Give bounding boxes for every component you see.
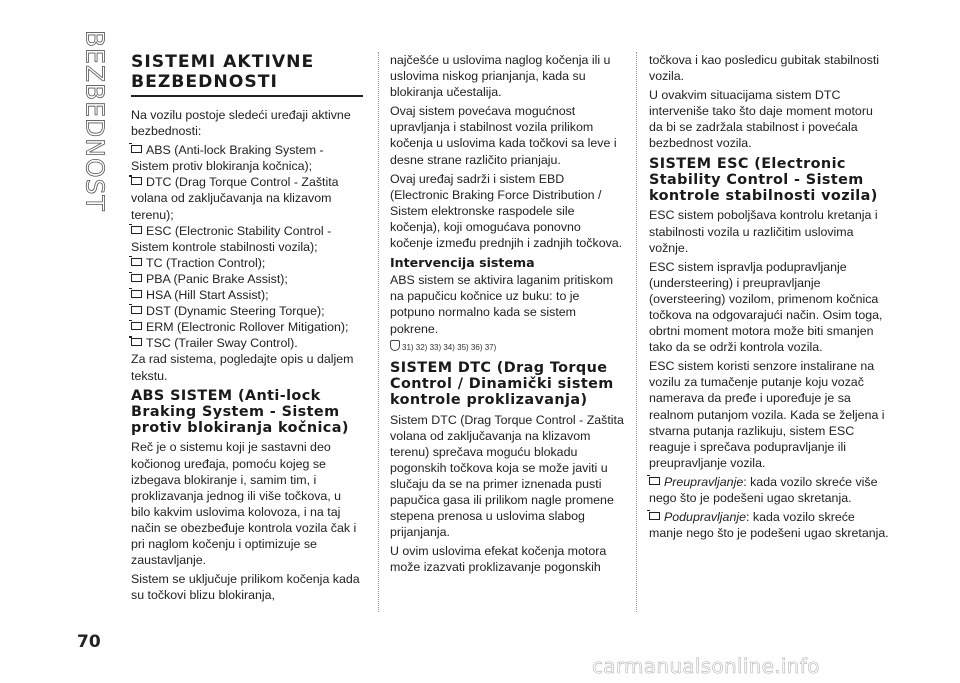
outro-text: Za rad sistema, pogledajte opis u daljem tekstu.: [131, 352, 354, 383]
list-item: ESC (Electronic Stability Control - Sistem kontrole stabilnosti vozila);: [131, 223, 332, 254]
bullet-icon: [131, 177, 142, 185]
dtc-paragraph: Sistem DTC (Drag Torque Control - Zaštita volana od zaključavanja na klizavom terenu) sprečava moguću blokadu pogonskih točkova koja se može javiti u slučaju da se na primer iznenada pusti papučica gasa ili prilikom nagle promene stepena prenosa u uslovima slabog prijanjanja.: [390, 412, 624, 540]
dtc-paragraph: točkova i kao posledicu gubitak stabilnosti vozila.: [649, 53, 880, 84]
definition-item: Podupravljanje: kada vozilo skreće manje nego što je podešeni ugao skretanja.: [649, 510, 889, 541]
ebd-paragraph: Ovaj uređaj sadrži i sistem EBD (Electronic Braking Force Distribution / Sistem elektronske raspodele sile kočenja), koji omogućava ponovno kočenje između prednjih i zadnjih točkova.: [390, 171, 623, 251]
bullet-icon: [131, 290, 142, 298]
bullet-icon: [131, 226, 142, 234]
abs-paragraph: najčešće u uslovima naglog kočenja ili u uslovima niskog prianjanja, kada su blokiranja učestalija.: [390, 53, 611, 100]
definition-item: Preupravljanje: kada vozilo skreće više nego što je podešeni ugao skretanja.: [649, 474, 878, 506]
esc-paragraph: ESC sistem ispravlja podupravljanje (understeering) i preupravljanje (oversteering) vozilom, primenom kočnica točkova na odgovarajući način. Osim toga, obrtni moment motora može biti smanjen tako da se održi kontrola vozila.: [649, 259, 883, 355]
list-item: ABS (Anti-lock Braking System - Sistem protiv blokiranja kočnica);: [131, 143, 324, 174]
heading-abs: ABS SISTEM (Anti-lock Braking System - Sistem protiv blokiranja kočnica): [131, 387, 349, 437]
abs-paragraph: Reč je o sistemu koji je sastavni deo kočionog uređaja, pomoću kojeg se izbegava blokiranje i, samim tim, i proklizavanja jednog ili više točkova, u bilo kakvim uslovima kolovoza, i na taj način se obezbeđuje kontrola vozila čak i pri naglom kočenju i optimizuje se zaustavljanje.: [131, 440, 357, 568]
abs-paragraph: Sistem se uključuje prilikom kočenja kada su točkovi blizu blokiranja,: [131, 572, 360, 603]
bullet-icon: [649, 477, 660, 485]
bullet-icon: [131, 258, 142, 266]
warning-icon: [390, 340, 400, 351]
section-side-label: BEZBEDNOST: [80, 30, 110, 212]
warning-references: 31) 32) 33) 34) 35) 36) 37): [390, 340, 625, 356]
list-item: ERM (Electronic Rollover Mitigation);: [131, 319, 363, 335]
bullet-icon: [131, 274, 142, 282]
column-1: [131, 52, 363, 606]
dtc-paragraph: U ovim uslovima efekat kočenja motora može izazvati proklizavanje pogonskih: [390, 544, 607, 575]
intro-text: Na vozilu postoje sledeći uređaji aktivne bezbednosti:: [131, 108, 351, 139]
systems-list: [131, 142, 363, 351]
title-underline: [131, 95, 363, 97]
title-active-safety: SISTEMI AKTIVNE BEZBEDNOSTI: [131, 52, 315, 92]
list-item: DST (Dynamic Steering Torque);: [131, 303, 363, 319]
list-item: HSA (Hill Start Assist);: [131, 287, 363, 303]
bullet-icon: [131, 306, 142, 314]
list-item: TC (Traction Control);: [131, 255, 363, 271]
esc-paragraph: ESC sistem poboljšava kontrolu kretanja i stabilnosti vozila u različitim uslovima vožnje.: [649, 208, 878, 255]
list-item: TSC (Trailer Sway Control).: [131, 335, 363, 351]
list-item: DTC (Drag Torque Control - Zaštita volana od zaključavanja na klizavom terenu);: [131, 175, 339, 222]
list-item: PBA (Panic Brake Assist);: [131, 271, 363, 287]
esc-paragraph: ESC sistem koristi senzore instalirane na vozilu za tumačenje putanje koju vozač namerava da pređe i upoređuje je sa realnom putanjom vozila. Kada se željena i stvarna putanja razlikuju, sistem ESC reaguje i sprečava podupravljanje ili preupravljanje vozila.: [649, 359, 885, 470]
column-2: [390, 52, 625, 579]
column-divider: [636, 52, 637, 612]
dtc-paragraph: U ovakvim situacijama sistem DTC interveniše tako što daje moment motoru da bi se zadržala stabilnost i povećala bezbednost vozila.: [649, 88, 873, 151]
heading-esc: SISTEM ESC (Electronic Stability Control - Sistem kontrole stabilnosti vozila): [649, 155, 878, 205]
bullet-icon: [131, 322, 142, 330]
bullet-icon: [131, 338, 142, 346]
column-3: [649, 52, 889, 544]
subheading-intervention: Intervencija sistema: [390, 255, 535, 271]
bullet-icon: [649, 512, 660, 520]
abs-paragraph: Ovaj sistem povećava mogućnost upravljanja i stabilnost vozila prilikom kočenja u uslovima kada točkovi sa leve i desne strane različito prianjaju.: [390, 104, 617, 167]
page-number: 70: [77, 632, 101, 652]
intervention-paragraph: ABS sistem se aktivira laganim pritiskom na papučicu kočnice uz buku: to je potpuno normalno kada se sistem pokrene.: [390, 273, 614, 336]
heading-dtc: SISTEM DTC (Drag Torque Control / Dinamički sistem kontrole proklizavanja): [390, 359, 614, 409]
column-divider: [378, 52, 379, 612]
bullet-icon: [131, 145, 142, 153]
watermark: carmanualsonline.info: [592, 654, 820, 678]
